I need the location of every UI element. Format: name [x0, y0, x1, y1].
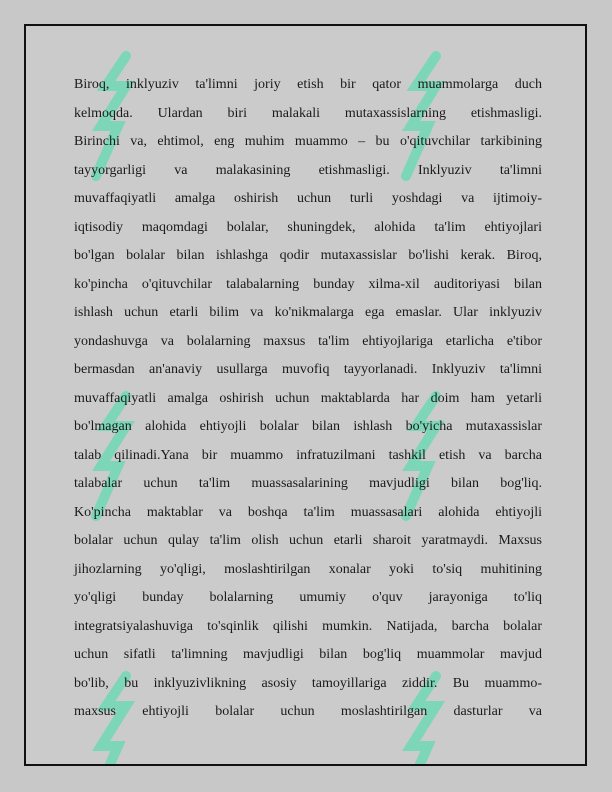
paragraph-line: bolalar uchun qulay ta'lim olish uchun etarli sharoit yaratmaydi. Maxsus — [74, 533, 542, 548]
paragraph-line: maxsus ehtiyojli bolalar uchun moslashtirilgan dasturlar va — [74, 704, 542, 719]
paragraph-line: kelmoqda. Ulardan biri malakali mutaxassislarning etishmasligi. — [74, 105, 542, 121]
paragraph-line: Biroq, inklyuziv ta'limni joriy etish bir qator muammolarga duch — [74, 77, 542, 92]
paragraph-line: iqtisodiy maqomdagi bolalar, shuningdek, alohida ta'lim ehtiyojlari — [74, 219, 542, 235]
paragraph-line: talabalar uchun ta'lim muassasalarining mavjudligi bilan bog'liq. — [74, 476, 542, 491]
paragraph-line: yo'qligi bunday bolalarning umumiy o'quv jarayoniga to'liq — [74, 590, 542, 605]
paragraph-line: bo'lgan bolalar bilan ishlashga qodir mutaxassislar bo'lishi kerak. Biroq, — [74, 248, 542, 263]
paragraph-line: bo'lib, bu inklyuzivlikning asosiy tamoyillariga ziddir. Bu muammo- — [74, 675, 542, 691]
paragraph-line: ishlash uchun etarli bilim va ko'nikmalarga ega emaslar. Ular inklyuziv — [74, 305, 542, 320]
paragraph-line: uchun sifatli ta'limning mavjudligi bilan bog'liq muammolar mavjud — [74, 647, 542, 662]
paragraph-line: integratsiyalashuviga to'sqinlik qilishi mumkin. Natijada, barcha bolalar — [74, 618, 542, 634]
document-page — [24, 24, 587, 766]
paragraph-line: muvaffaqiyatli amalga oshirish uchun maktablarda har doim ham yetarli — [74, 390, 542, 406]
body-paragraph — [74, 71, 542, 727]
paragraph-line: bermasdan an'anaviy usullarga muvofiq tayyorlanadi. Inklyuziv ta'limni — [74, 362, 542, 377]
paragraph-line: jihozlarning yo'qligi, moslashtirilgan xonalar yoki to'siq muhitining — [74, 561, 542, 577]
paragraph-line: Ko'pincha maktablar va boshqa ta'lim muassasalari alohida ehtiyojli — [74, 504, 542, 520]
paragraph-line: muvaffaqiyatli amalga oshirish uchun turli yoshdagi va ijtimoiy- — [74, 191, 542, 206]
paragraph-line: Birinchi va, ehtimol, eng muhim muammo – bu o'qituvchilar tarkibining — [74, 134, 542, 149]
paragraph-line: bo'lmagan alohida ehtiyojli bolalar bilan ishlash bo'yicha mutaxassislar — [74, 419, 542, 434]
paragraph-line: tayyorgarligi va malakasining etishmasligi. Inklyuziv ta'limni — [74, 162, 542, 178]
paragraph-line: yondashuvga va bolalarning maxsus ta'lim ehtiyojlariga etarlicha e'tibor — [74, 333, 542, 349]
paragraph-line: ko'pincha o'qituvchilar talabalarning bunday xilma-xil auditoriyasi bilan — [74, 276, 542, 292]
paragraph-line: talab qilinadi.Yana bir muammo infratuzilmani tashkil etish va barcha — [74, 447, 542, 463]
